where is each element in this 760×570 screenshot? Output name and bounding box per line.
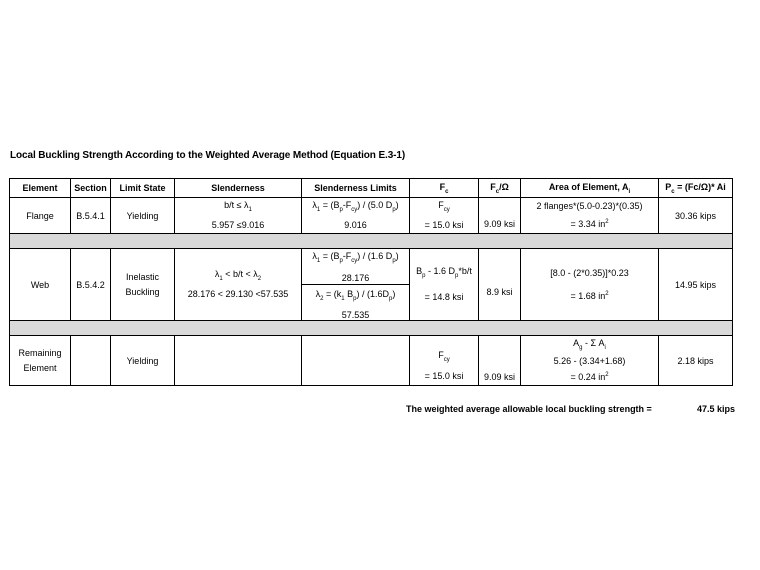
table-row-web — [10, 249, 733, 321]
remaining-element: Remaining Element — [10, 336, 71, 386]
flange-slenderness-limits: $\lambda_1 = (B_p-F_{cy}) / (5.0$ $D_p$) 9.016 — [302, 198, 410, 234]
header-fc-omega: $F_c/\Omega$ — [479, 179, 521, 198]
remaining-pc: 2.18 kips — [659, 336, 733, 386]
header-limit-state: Limit State — [111, 179, 175, 198]
document-title: Local Buckling Strength According to the Weighted Average Method (Equation E.3-1) — [10, 150, 406, 161]
flange-element: Flange — [10, 198, 71, 234]
separator-cell — [10, 234, 733, 249]
header-slenderness: Slenderness — [175, 179, 302, 198]
remaining-section — [71, 336, 111, 386]
web-fc-omega: 8.9 ksi — [479, 249, 521, 321]
header-section: Section — [71, 179, 111, 198]
remaining-area: $A_g$ - Σ $A_i$ 5.26 - (3.34+1.68) = 0.24 $in^2$ — [521, 336, 659, 386]
summary-label: The weighted average allowable local buckling strength = — [406, 404, 652, 414]
table-row-flange — [10, 198, 733, 234]
web-fc: $B_p - 1.6$ $D_p*b/t$ = 14.8 ksi — [410, 249, 479, 321]
flange-slenderness: $b/t \le \lambda_1$ 5.957 ≤9.016 — [175, 198, 302, 234]
separator-row — [10, 321, 733, 336]
web-slenderness: $\lambda_1 < b/t < \lambda_2$ 28.176 < 29.130 <57.535 — [175, 249, 302, 321]
web-element: Web — [10, 249, 71, 321]
flange-section: B.5.4.1 — [71, 198, 111, 234]
flange-area: 2 flanges*(5.0-0.23)*(0.35) = 3.34 $in^2$ — [521, 198, 659, 234]
remaining-limit-state: Yielding — [111, 336, 175, 386]
web-area: [8.0 - (2*0.35)]*0.23 = 1.68 $in^2$ — [521, 249, 659, 321]
separator-row — [10, 234, 733, 249]
web-pc: 14.95 kips — [659, 249, 733, 321]
header-slenderness-limits: Slenderness Limits — [302, 179, 410, 198]
header-pc: $P_c = (Fc/\Omega)*$ Ai — [659, 179, 733, 198]
flange-fc: $F_{cy}$ = 15.0 ksi — [410, 198, 479, 234]
header-element: Element — [10, 179, 71, 198]
separator-cell — [10, 321, 733, 336]
header-fc: $F_c$ — [410, 179, 479, 198]
table-header-row — [10, 179, 733, 198]
web-slenderness-limits: $\lambda_1 = (B_p-F_{cy}) / (1.6$ $D_p$) 28.176 $\lambda_2 = (k_1$ $B_p) / (1.6D_p)$ 57.535 — [302, 249, 410, 321]
remaining-slenderness-limits — [302, 336, 410, 386]
flange-fc-omega: 9.09 ksi — [479, 198, 521, 234]
web-section: B.5.4.2 — [71, 249, 111, 321]
summary-value: 47.5 kips — [697, 404, 736, 414]
remaining-fc: $F_{cy}$ = 15.0 ksi — [410, 336, 479, 386]
table-row-remaining — [10, 336, 733, 386]
local-buckling-table — [9, 178, 733, 386]
remaining-slenderness — [175, 336, 302, 386]
remaining-fc-omega: 9.09 ksi — [479, 336, 521, 386]
flange-pc: 30.36 kips — [659, 198, 733, 234]
header-area: Area of Element, $A_i$ — [521, 179, 659, 198]
flange-limit-state: Yielding — [111, 198, 175, 234]
web-limit-state: Inelastic Buckling — [111, 249, 175, 321]
